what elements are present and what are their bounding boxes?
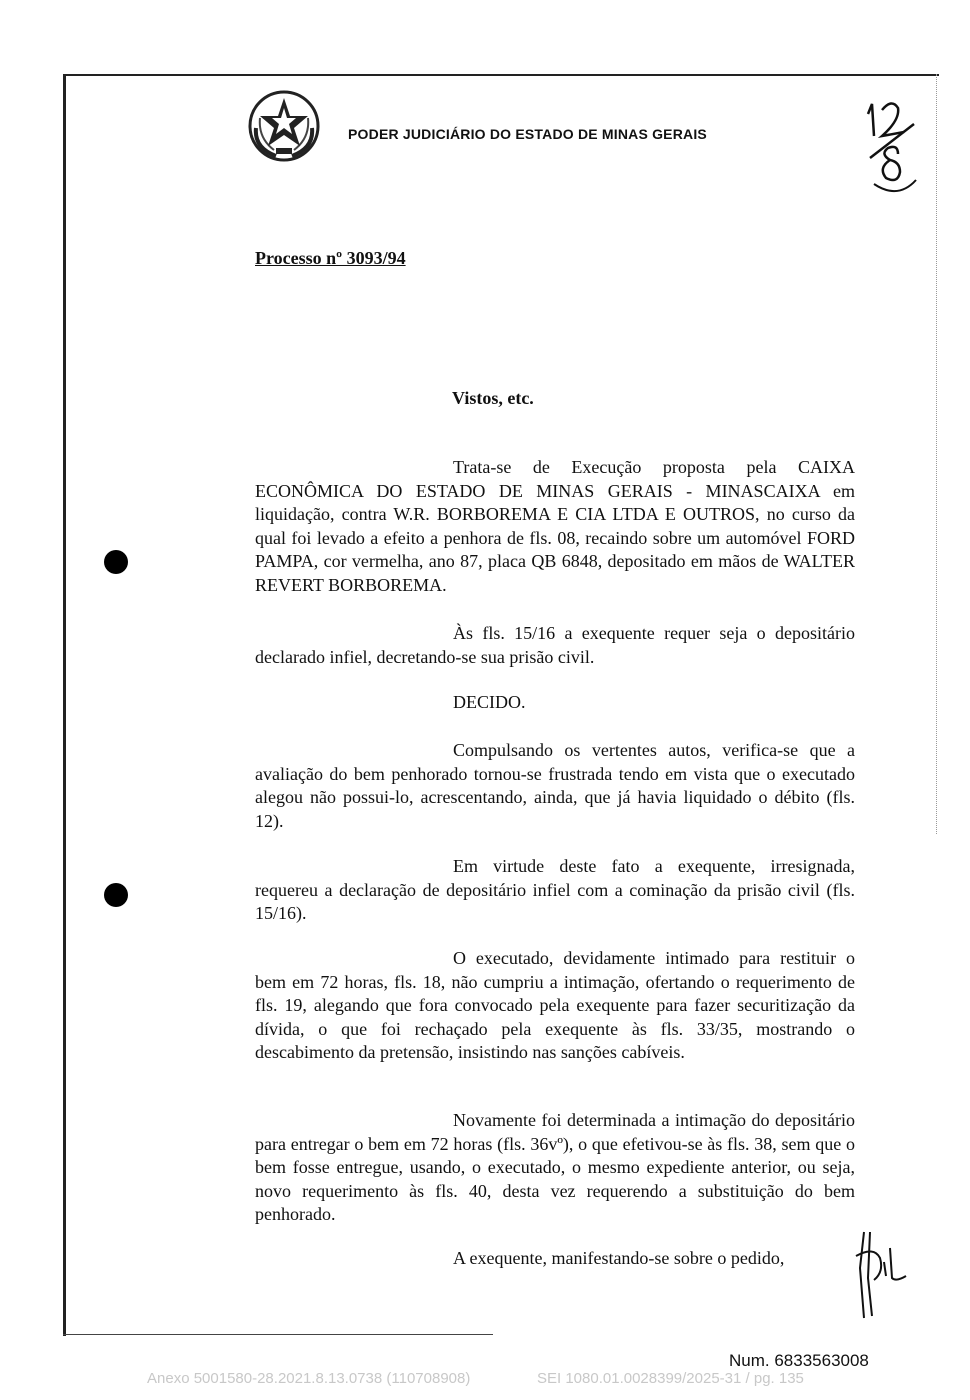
decido-heading: DECIDO.	[453, 692, 526, 712]
footer-sei-reference: SEI 1080.01.0028399/2025-31 / pg. 135	[537, 1370, 804, 1387]
process-number: Processo nº 3093/94	[255, 248, 406, 268]
punch-hole-mark	[104, 883, 128, 907]
handwritten-signature	[850, 1228, 910, 1320]
page-frame-left-border	[63, 74, 66, 1336]
vistos-heading: Vistos, etc.	[452, 388, 534, 408]
handwritten-page-annotation	[858, 96, 928, 206]
footer-anexo-reference: Anexo 5001580-28.2021.8.13.0738 (110708908)	[147, 1370, 471, 1387]
document-num-id: Num. 6833563008	[729, 1351, 869, 1370]
page-frame-bottom-border	[63, 1334, 493, 1335]
paragraph-novamente: Novamente foi determinada a intimação do depositário para entregar o bem em 72 horas (fls. 36vº), o que efetivou-se às fls. 38, sem que o bem fosse entregue, usando, o executado, o mesmo expediente anterior, ou seja, novo requerimento às fls. 40, desta vez requerendo a substituição do bem penhorado.	[255, 1110, 855, 1224]
paragraph-executado-intimado: O executado, devidamente intimado para restituir o bem em 72 horas, fls. 18, não cumpriu a intimação, ofertando o requerimento de fls. 19, alegando que fora convocado pela exequente para fazer securitização da dívida, o que foi rechaçado pela exequente às fls. 33/35, mostrando o descabimento da pretensão, insistindo nas sanções cabíveis.	[255, 948, 855, 1062]
page-frame-top-border	[63, 74, 939, 76]
coat-of-arms-emblem-icon	[246, 88, 322, 164]
punch-hole-mark	[104, 550, 128, 574]
paragraph-exequente-manifestando: A exequente, manifestando-se sobre o pedido,	[453, 1248, 785, 1268]
paragraph-execucao: Trata-se de Execução proposta pela CAIXA ECONÔMICA DO ESTADO DE MINAS GERAIS - MINASCAIXA em liquidação, contra W.R. BORBOREMA E CIA LTDA E OUTROS, no curso da qual foi levado a efeito a penhora de fls. 08, recaindo sobre um automóvel FORD PAMPA, cor vermelha, ano 87, placa QB 6848, depositado em mãos de WALTER REVERT BORBOREMA.	[255, 457, 855, 595]
paragraph-compulsando: Compulsando os vertentes autos, verifica-se que a avaliação do bem penhorado tornou-se frustrada tendo em vista que o executado alegou não possui-lo, acrescentando, ainda, que já havia liquidado o débito (fls. 12).	[255, 740, 855, 831]
paragraph-em-virtude: Em virtude deste fato a exequente, irresignada, requereu a declaração de depositário infiel com a cominação da prisão civil (fls. 15/16).	[255, 856, 855, 923]
institution-header: PODER JUDICIÁRIO DO ESTADO DE MINAS GERAIS	[348, 126, 707, 142]
page-frame-right-border	[936, 74, 937, 834]
paragraph-fls-15-16: Às fls. 15/16 a exequente requer seja o depositário declarado infiel, decretando-se sua prisão civil.	[255, 623, 855, 667]
